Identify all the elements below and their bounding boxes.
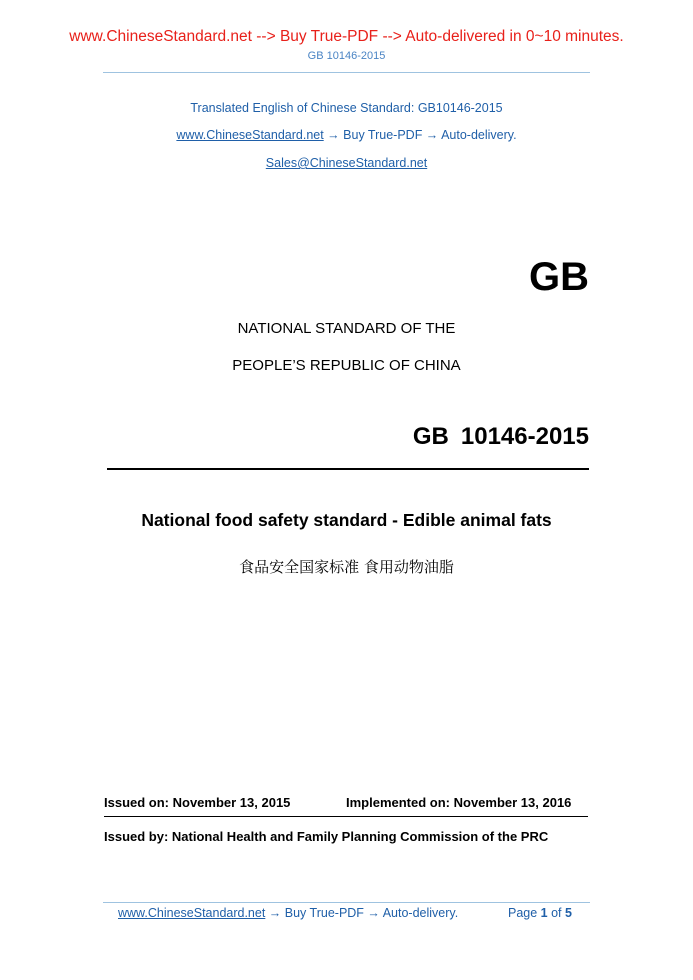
national-standard-line1: NATIONAL STANDARD OF THE (237, 320, 456, 337)
sales-email-line (0, 156, 693, 170)
page-total: 5 (565, 906, 572, 920)
gb-logo: GB (529, 255, 589, 299)
page-of: of (547, 906, 565, 920)
top-banner[interactable]: www.ChineseStandard.net --> Buy True-PDF --> Auto-delivered in 0~10 minutes. (69, 28, 624, 45)
footer-site-link[interactable]: www.ChineseStandard.net (118, 906, 266, 920)
header-doc-code: GB 10146-2015 (307, 50, 386, 62)
intro-site-link[interactable]: www.ChineseStandard.net (176, 128, 324, 142)
dates-divider (104, 816, 588, 817)
issued-by: Issued by: National Health and Family Planning Commission of the PRC (104, 829, 549, 844)
footer-site-line (118, 906, 458, 920)
header-divider (103, 72, 590, 73)
standard-code-prefix: GB (412, 423, 449, 450)
standard-code-number: 10146-2015 (460, 423, 589, 450)
page-current: 1 (540, 906, 548, 920)
standard-code (413, 423, 589, 451)
issued-on-date: Issued on: November 13, 2015 (104, 795, 291, 810)
intro-site-line (0, 128, 693, 142)
footer-divider (103, 902, 590, 903)
translated-notice: Translated English of Chinese Standard: GB10146-2015 (190, 101, 503, 115)
footer-site-rest: → Buy True-PDF → Auto-delivery. (265, 906, 459, 920)
title-divider (107, 468, 589, 470)
standard-title-chinese: 食品安全国家标准 食用动物油脂 (239, 558, 454, 576)
page-word: Page (508, 906, 541, 920)
sales-email-link[interactable]: Sales@ChineseStandard.net (265, 156, 428, 170)
standard-title-english: National food safety standard - Edible animal fats (141, 510, 552, 530)
national-standard-line2: PEOPLE’S REPUBLIC OF CHINA (232, 357, 461, 374)
implemented-on-date: Implemented on: November 13, 2016 (346, 795, 572, 810)
intro-site-rest: → Buy True-PDF → Auto-delivery. (323, 128, 517, 142)
page-indicator (508, 906, 572, 920)
